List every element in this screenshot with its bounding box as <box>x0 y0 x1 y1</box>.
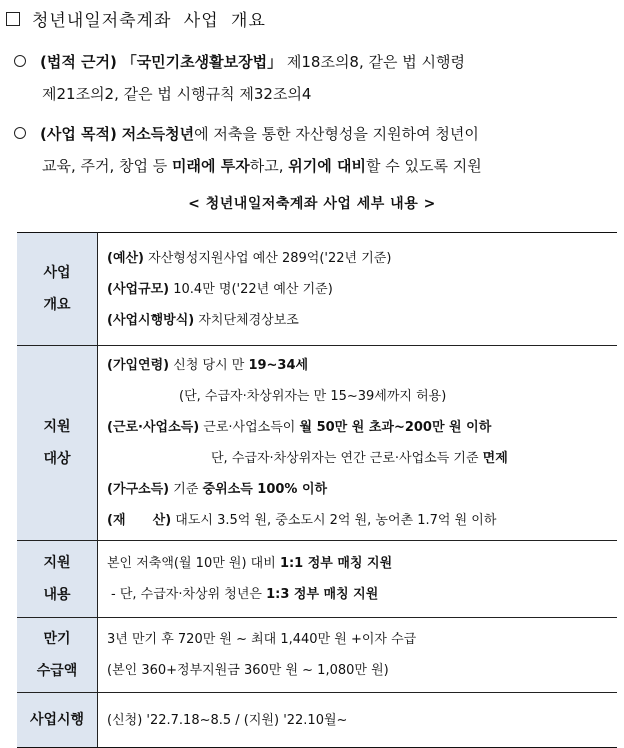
purpose-label: (사업 목적) <box>40 125 117 143</box>
household-threshold: 중위소득 100% 이하 <box>202 482 328 497</box>
scale-label: (사업규모) <box>107 281 170 297</box>
age-label: (가입연령) <box>107 358 170 373</box>
purpose-invest: 미래에 투자 <box>172 157 250 175</box>
schedule-content <box>98 693 618 748</box>
row-label-line: 수급액 <box>36 663 78 679</box>
maturity-text-2: (본인 360+정부지원금 360만 원 ~ 1,080만 원) <box>107 663 389 678</box>
program-details-table <box>17 232 617 748</box>
table-row <box>17 346 617 541</box>
row-label-eligibility <box>17 346 98 541</box>
purpose-text-2c: 할 수 있도록 지원 <box>365 157 482 175</box>
row-label-line: 대상 <box>43 451 71 467</box>
legal-basis-label: (법적 근거) <box>40 53 117 71</box>
purpose-text-2b: 하고, <box>249 157 289 175</box>
asset-label: (재 산) <box>107 513 172 528</box>
scale-text: 10.4만 명('22년 예산 기준) <box>169 281 333 297</box>
schedule-text: (신청) '22.7.18~8.5 / (지원) '22.10월~ <box>107 712 348 728</box>
household-text: 기준 <box>169 482 203 497</box>
table-row <box>17 541 617 618</box>
age-text: 신청 당시 만 <box>169 358 249 373</box>
income-exception-text: 단, 수급자·차상위자는 연간 근로·사업소득 기준 <box>211 451 483 466</box>
maturity-text-1: 3년 만기 후 720만 원 ~ 최대 1,440만 원 +이자 수급 <box>107 632 417 647</box>
eligibility-content <box>98 346 618 541</box>
purpose-crisis: 위기에 대비 <box>288 157 366 175</box>
household-label: (가구소득) <box>107 482 170 497</box>
support-content <box>98 541 618 618</box>
circle-bullet-icon <box>14 55 26 67</box>
income-label: (근로·사업소득) <box>107 420 200 435</box>
overview-content <box>98 233 618 346</box>
legal-basis-text-1: 제18조의8, 같은 법 시행령 <box>282 53 465 71</box>
table-row <box>17 233 617 346</box>
asset-text: 대도시 3.5억 원, 중소도시 2억 원, 농어촌 1.7억 원 이하 <box>171 513 497 528</box>
purpose-text-2a: 교육, 주거, 창업 등 <box>42 157 173 175</box>
row-label-line: 지원 <box>43 555 71 571</box>
income-range: 월 50만 원 초과~200만 원 이하 <box>299 420 492 435</box>
age-range: 19~34세 <box>248 358 309 373</box>
purpose-text-1: 에 저축을 통한 자산형성을 지원하여 청년이 <box>194 125 479 143</box>
law-name: 「국민기초생활보장법」 <box>121 53 283 71</box>
row-label-support <box>17 541 98 618</box>
row-label-line: 내용 <box>43 587 71 603</box>
purpose-paragraph <box>14 118 618 182</box>
income-exception <box>107 451 508 466</box>
support-line-2 <box>107 587 378 602</box>
table-title: < 청년내일저축계좌 사업 세부 내용 > <box>188 196 436 212</box>
purpose-target: 저소득청년 <box>121 125 195 143</box>
row-label-line: 만기 <box>43 631 71 647</box>
checkbox-icon <box>6 12 20 26</box>
budget-text: 자산형성지원사업 예산 289억('22년 기준) <box>144 250 392 266</box>
age-exception: (단, 수급자·차상위자는 만 15~39세까지 허용) <box>179 389 447 404</box>
budget-label: (예산) <box>107 250 144 266</box>
legal-basis-text-2: 제21조의2, 같은 법 시행규칙 제32조의4 <box>42 85 312 103</box>
purpose-text-2 <box>14 157 482 175</box>
row-label-maturity <box>17 618 98 693</box>
row-label-line: 사업 <box>43 265 71 281</box>
support-text-1: 본인 저축액(월 10만 원) 대비 <box>107 556 280 571</box>
support-text-2: - 단, 수급자·차상위 청년은 <box>111 587 267 602</box>
legal-basis-paragraph <box>14 46 618 110</box>
maturity-content <box>98 618 618 693</box>
row-label-schedule: 사업시행 <box>17 693 98 748</box>
table-row <box>17 618 617 693</box>
support-match-1: 1:1 정부 매칭 지원 <box>279 556 393 571</box>
income-text: 근로·사업소득이 <box>199 420 300 435</box>
method-text: 자치단체경상보조 <box>194 312 299 328</box>
section-heading-text: 청년내일저축계좌 사업 개요 <box>32 11 266 31</box>
income-exempt: 면제 <box>482 451 508 466</box>
row-label-line: 개요 <box>43 297 71 313</box>
support-match-2: 1:3 정부 매칭 지원 <box>266 587 379 602</box>
method-label: (사업시행방식) <box>107 312 195 328</box>
row-label-line: 지원 <box>43 419 71 435</box>
circle-bullet-icon <box>14 127 26 139</box>
table-row <box>17 693 617 748</box>
section-heading <box>6 6 266 31</box>
row-label-overview <box>17 233 98 346</box>
